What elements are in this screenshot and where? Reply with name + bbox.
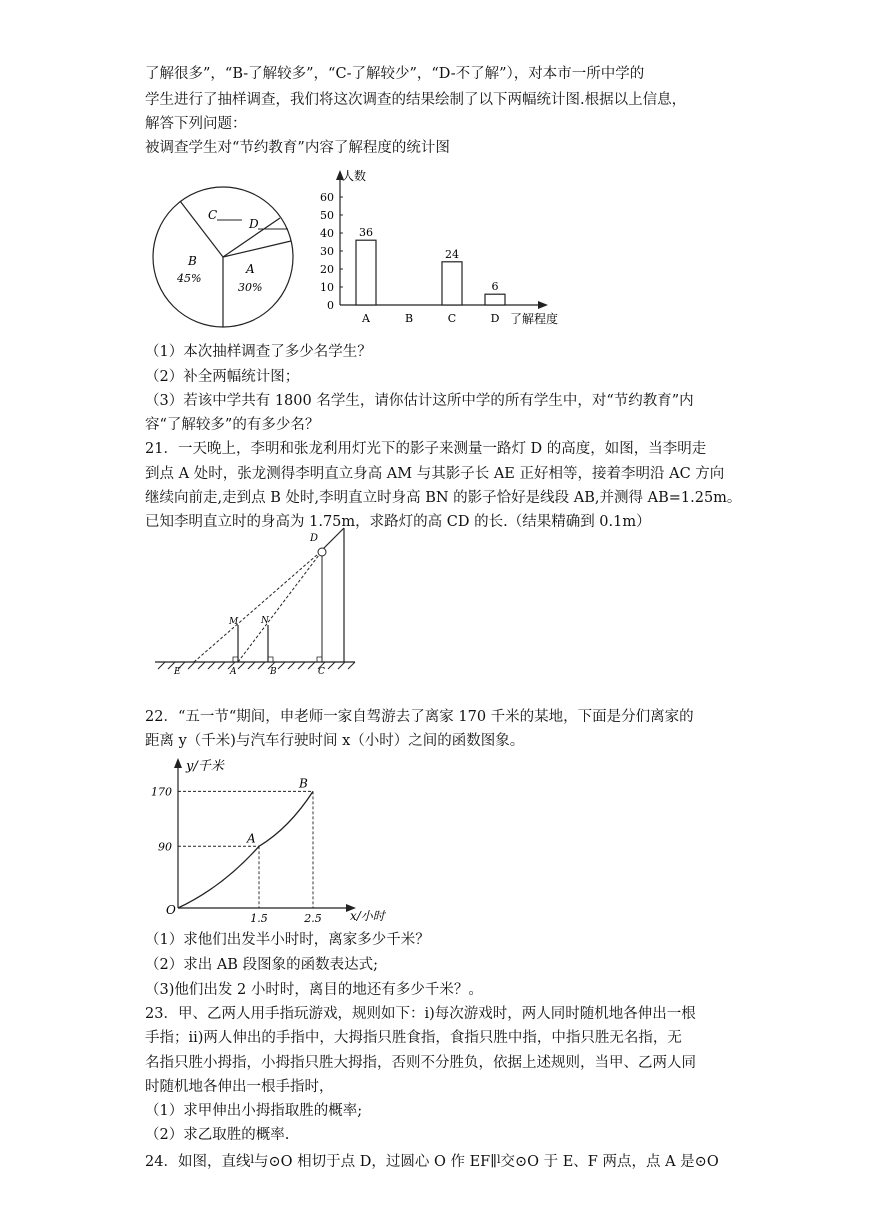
streetlight-diagram [150,525,370,675]
light-rays [194,554,319,662]
q24-part-3: 交⊙O 于 E、F 两点，点 A 是⊙O [500,1154,719,1170]
bar-y-tick-30: 30 [320,245,334,258]
q24-line-symbol-2: l [496,1153,501,1166]
bar-a [356,240,376,305]
label-n: N [261,616,269,626]
lamp-arm [322,528,344,550]
q22-sub-2: （2）求出 AB 段图象的函数表达式; [145,957,378,973]
bar-d [485,294,505,305]
q22-line-1: 22．“五一节“期间，申老师一家自驾游去了离家 170 千米的某地，下面是分们离家的 [145,709,694,725]
graph-x-tick-2-5: 2.5 [304,912,322,925]
q21-line-2: 到点 A 处时，张龙测得李明直立身高 AM 与其影子长 AE 正好相等，接着李明沿 AC 方向 [145,466,725,482]
q22-line-2: 距离 y（千米)与汽车行驶时间 x（小时）之间的函数图象。 [145,733,525,749]
label-e: E [174,667,181,675]
right-angle-marks [233,657,322,662]
label-b: B [270,667,277,675]
bar-y-tick-60: 60 [320,191,334,204]
q24-part-1: 24．如图，直线 [145,1154,251,1170]
q20-sub-3a: （3）若该中学共有 1800 名学生，请你估计这所中学的所有学生中，对“节约教育”内 [145,393,694,409]
bar-x-arrow [538,301,548,309]
distance-time-graph [150,752,400,930]
intro-line-2: 学生进行了抽样调查，我们将这次调查的结果绘制了以下两幅统计图.根据以上信息， [145,92,687,108]
q23-sub-1: （1）求甲伸出小拇指取胜的概率; [145,1103,363,1119]
ground-hatching [158,662,355,669]
bar-y-tick-50: 50 [320,209,334,222]
bar-category-c: C [447,312,457,325]
point-label-b: B [299,776,308,791]
bar-value-label-a: 36 [359,226,373,240]
q24-part-2: 与⊙O 相切于点 D，过圆心 O 作 EF∥ [253,1154,497,1170]
graph-y-title: y/千米 [186,759,224,774]
q20-sub-3b: 容“了解较多”的有多少名？ [145,417,320,433]
q23-line-1: 23．甲、乙两人用手指玩游戏，规则如下：i)每次游戏时，两人同时随机地各伸出一根 [145,1006,696,1022]
bar-value-label-d: 6 [491,280,499,294]
q21-line-4: 已知李明直立时的身高为 1.75m，求路灯的高 CD 的长.（结果精确到 0.1m） [145,514,651,530]
bar-x-title: 了解程度 [510,312,559,326]
q20-sub-2: （2）补全两幅统计图； [145,369,300,385]
q21-line-1: 21．一天晚上，李明和张龙利用灯光下的影子来测量一路灯 D 的高度，如图，当李明走 [145,441,707,457]
graph-origin-label: O [166,903,176,917]
q21-line-3: 继续向前走,走到点 B 处时,李明直立时身高 BN 的影子恰好是线段 AB,并测得 AB=1.25m。 [145,490,742,506]
bar-chart [300,162,580,330]
q23-line-3: 名指只胜小拇指，小拇指只胜大拇指，否则不分胜负，依据上述规则，当甲、乙两人同 [145,1055,696,1071]
pie-chart [150,185,300,330]
q20-sub-1: （1）本次抽样调查了多少名学生？ [145,344,372,360]
bar-category-a: A [362,312,370,325]
lamp-bulb [318,548,326,556]
bar-y-tick-0: 0 [327,299,334,312]
q22-sub-1: （1）求他们出发半小时时，离家多少千米？ [145,932,430,948]
bar-category-d: D [490,312,500,325]
pie-label-c: C [208,208,218,222]
graph-y-arrow [174,758,182,768]
q22-sub-3: （3)他们出发 2 小时时，离目的地还有多少千米？。 [145,982,483,998]
q23-line-4: 时随机地各伸出一根手指时， [145,1079,334,1095]
graph-curve [178,791,313,908]
graph-x-tick-1-5: 1.5 [250,912,268,925]
intro-line-1: 了解很多”，“B-了解较多”，“C-了解较少”，“D-不了解”），对本市一所中学的 [145,66,645,82]
point-label-a: A [247,831,256,846]
graph-y-tick-170: 170 [151,785,172,799]
label-c: C [318,667,325,675]
bar-y-tick-20: 20 [320,263,334,276]
bar-c [442,262,462,305]
bar-category-b: B [404,312,414,325]
q23-sub-2: （2）求乙取胜的概率. [145,1127,290,1143]
intro-line-3: 解答下列问题： [145,116,247,132]
q24-line-1 [145,1150,719,1172]
label-d: D [310,533,319,544]
q23-line-2: 手指；ii)两人伸出的手指中，大拇指只胜食指，食指只胜中指，中指只胜无名指，无 [145,1030,682,1046]
pie-pct-b: 45% [177,272,202,285]
pie-label-d: D [249,217,259,231]
pie-divider-da [223,241,291,257]
chart-caption: 被调查学生对“节约教育”内容了解程度的统计图 [145,140,450,156]
bar-y-tick-10: 10 [320,281,334,294]
pie-label-a: A [246,262,255,276]
graph-y-tick-90: 90 [158,840,172,854]
graph-x-title: x/小时 [350,909,385,923]
bar-y-tick-40: 40 [320,227,334,240]
bar-y-title: 人数 [342,169,367,183]
label-m: M [229,617,239,627]
pie-pct-a: 30% [238,281,263,294]
bar-value-label-c: 24 [445,247,459,261]
q24-line-symbol: l [250,1153,254,1166]
label-a: A [230,667,237,675]
pie-label-b: B [188,254,197,268]
